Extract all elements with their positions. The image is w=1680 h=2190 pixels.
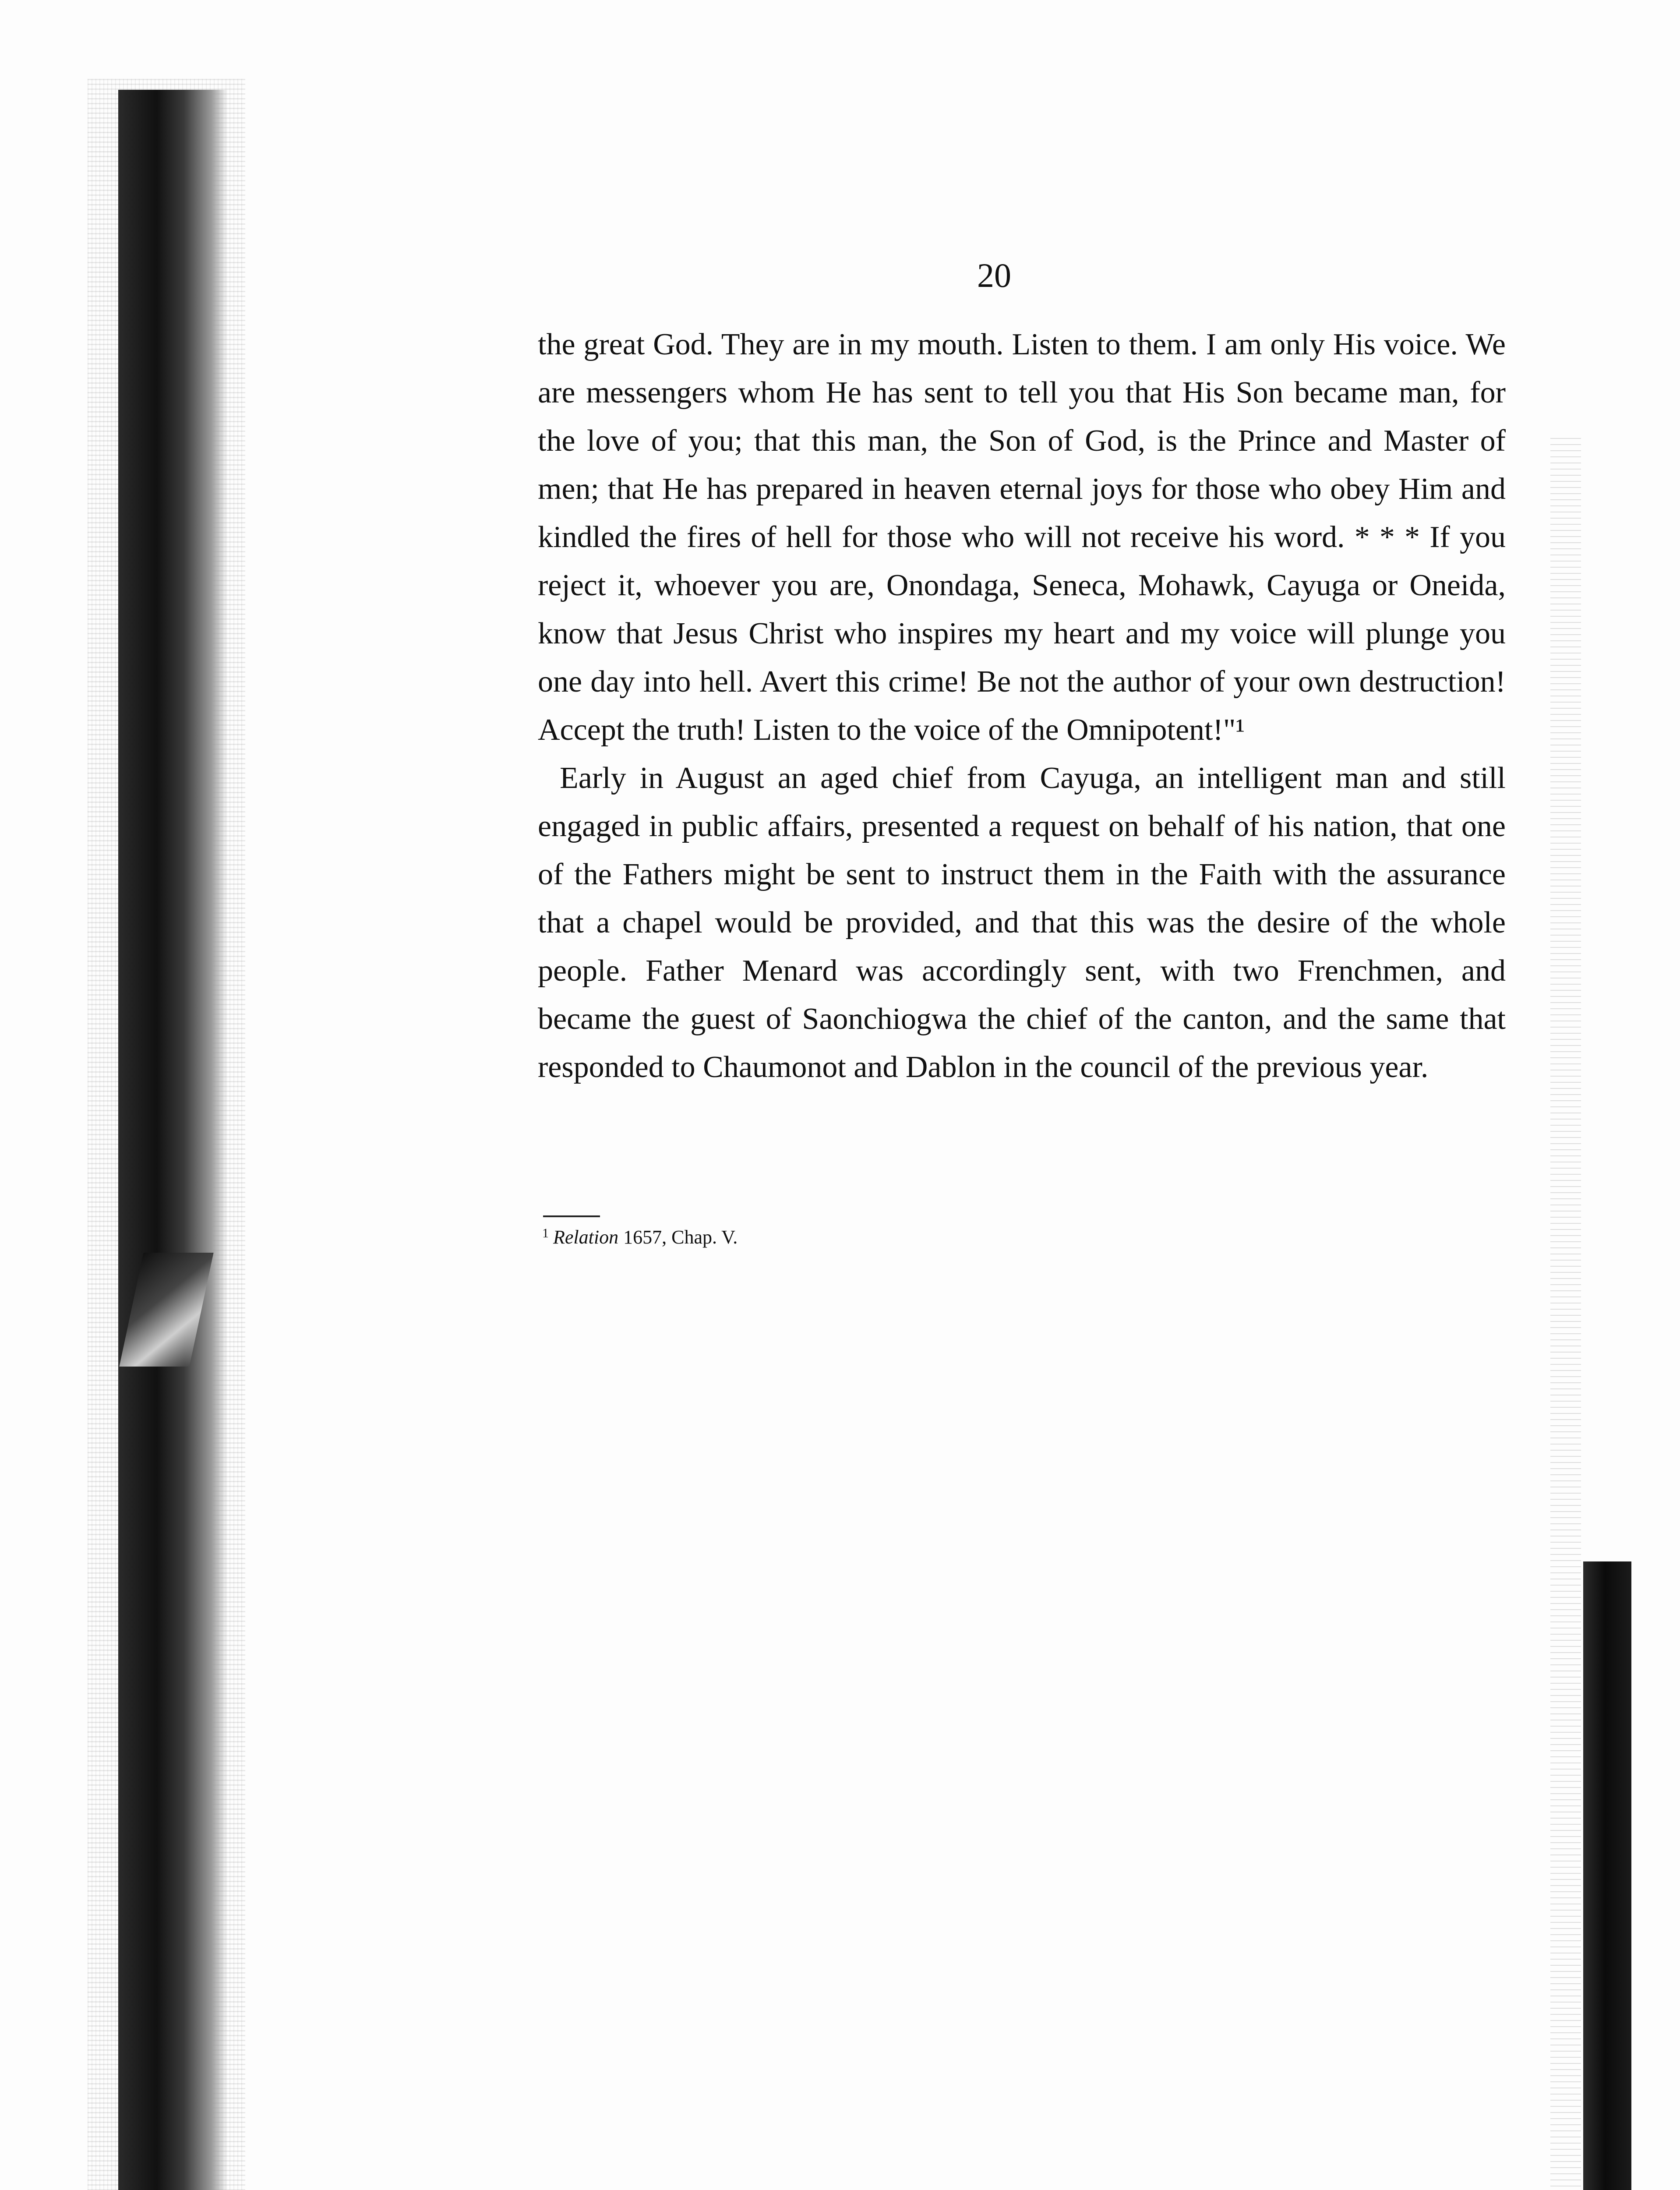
page-number: 20	[977, 256, 1011, 294]
binding-shadow	[118, 90, 228, 2190]
right-edge-speckle	[1550, 438, 1581, 2190]
paragraph: the great God. They are in my mouth. Listen to them. I am only His voice. We are messengers whom He has sent to tell you that His Son became man, for the love of you; that this man, the Son of God, is the Prince and Master of men; that He has prepared in heaven eternal joys for those who obey Him and kindled the fires of hell for those who will not receive his word. * * * If you reject it, whoever you are, Onondaga, Seneca, Mohawk, Cayuga or Oneida, know that Jesus Christ who inspires my heart and my voice will plunge you one day into hell. Avert this crime! Be not the author of your own destruction! Accept the truth! Listen to the voice of the Omnipotent!"¹	[538, 328, 1506, 747]
paragraph: Early in August an aged chief from Cayuga, an intelligent man and still engaged in public affairs, presented a request on behalf of his nation, that one of the Fathers might be sent to instruct them in the Faith with the assurance that a chapel would be provided, and that this was the desire of the whole people. Father Menard was accordingly sent, with two Frenchmen, and became the guest of Saonchiogwa the chief of the canton, and the same that responded to Chaumonot and Dablon in the council of the previous year.	[538, 761, 1506, 1084]
footnote-citation: 1657, Chap. V.	[623, 1226, 738, 1248]
body-text	[538, 321, 1506, 1091]
footnote-marker: 1	[542, 1226, 549, 1240]
footnote	[542, 1220, 738, 1250]
right-edge-shadow	[1583, 1561, 1631, 2190]
footnote-work-title: Relation	[553, 1226, 619, 1248]
footnote-rule	[543, 1215, 600, 1217]
